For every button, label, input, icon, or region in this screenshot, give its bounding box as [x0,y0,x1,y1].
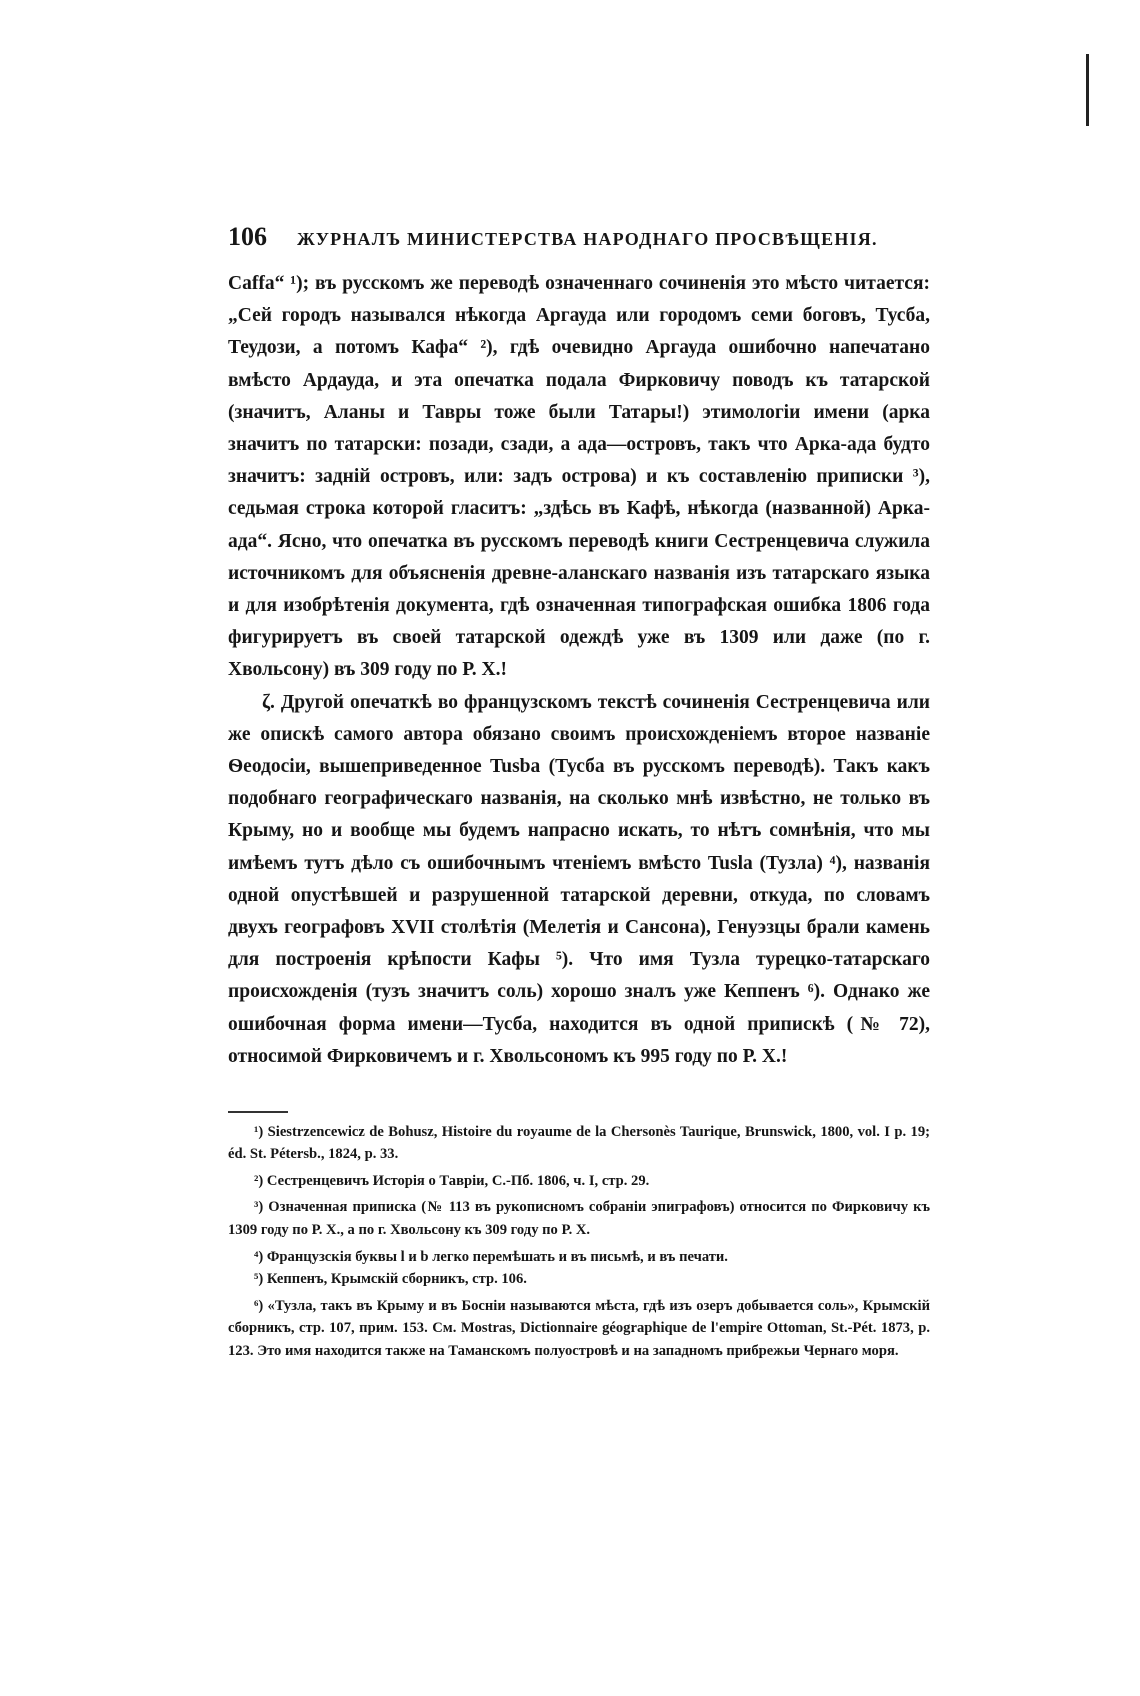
footnote-6: ⁶) «Тузла, такъ въ Крыму и въ Босніи называются мѣста, гдѣ изъ озеръ добывается соль», Крымскій сборникъ, стр. 107, прим. 153. См. Mostras, Dictionnaire géographique de l'empire Ottoman, St.-Pét. 1873, p. 123. Это имя находится также на Таманскомъ полуостровѣ и на западномъ прибрежьи Чернаго моря. [228,1297,930,1359]
paragraph-1: Caffa“ ¹); въ русскомъ же переводѣ означеннаго сочиненія это мѣсто читается: „Сей городъ назывался нѣкогда Аргауда или городомъ семи боговъ, Тусба, Теудози, а потомъ Кафа“ ²), гдѣ очевидно Аргауда ошибочно напечатано вмѣсто Ардауда, и эта опечатка подала Фирковичу поводъ къ татарской (значитъ, Аланы и Тавры тоже были Татары!) этимологіи имени (арка значитъ по татарски: позади, сзади, а ада—островъ, такъ что Арка-ада будто значитъ: задній островъ, или: задъ острова) и къ составленію приписки ³), седьмая строка которой гласитъ: „здѣсь въ Кафѣ, нѣкогда (названной) Арка-ада“. Ясно, что опечатка въ русскомъ переводѣ книги Сестренцевича служила источникомъ для объясненія древне-аланскаго названія изъ татарскаго языка и для изобрѣтенія документа, гдѣ означенная типографская ошибка 1806 года фигурируетъ въ своей татарской одеждѣ уже въ 1309 или даже (по г. Хвольсону) въ 309 году по Р. Х.! [228,273,930,681]
page-header [228,222,930,252]
page-number: 106 [228,222,267,251]
paragraph-2: ζ. Другой опечаткѣ во французскомъ текстѣ сочиненія Сестренцевича или же опискѣ самого автора обязано своимъ происхожденіемъ второе названіе Ѳеодосіи, вышеприведенное Tusba (Тусба въ русскомъ переводѣ). Такъ какъ подобнаго географическаго названія, на сколько мнѣ извѣстно, не только въ Крыму, но и вообще мы будемъ напрасно искать, то нѣтъ сомнѣнія, что мы имѣемъ тутъ дѣло съ ошибочнымъ чтеніемъ вмѣсто Tusla (Тузла) ⁴), названія одной опустѣвшей и разрушенной татарской деревни, откуда, по словамъ двухъ географовъ XVII столѣтія (Мелетія и Сансона), Генуэзцы брали камень для построенія крѣпости Кафы ⁵). Что имя Тузла турецко-татарскаго происхожденія (тузъ значитъ соль) хорошо зналъ уже Кеппенъ ⁶). Однако же ошибочная форма имени—Тусба, находится въ одной припискѣ (№ 72), относимой Фирковичемъ и г. Хвольсономъ къ 995 году по Р. Х.! [228,691,930,1067]
scan-edge-rule [1086,54,1089,126]
footnotes [228,1121,930,1363]
footnote-2: ²) Сестренцевичъ Исторія о Тавріи, С.-Пб. 1806, ч. I, стр. 29. [254,1172,650,1189]
main-text [228,268,930,1073]
book-page [228,222,930,1363]
footnote-5: ⁵) Кеппенъ, Крымскій сборникъ, стр. 106. [254,1271,527,1288]
footnote-divider [228,1111,288,1113]
footnote-4: ⁴) Французскія буквы l и b легко перемѣшать и въ письмѣ, и въ печати. [254,1248,728,1265]
running-title: ЖУРНАЛЪ МИНИСТЕРСТВА НАРОДНАГО ПРОСВѢЩЕНІЯ. [297,229,878,249]
footnote-3: ³) Означенная приписка (№ 113 въ рукописномъ собраніи эпиграфовъ) относится по Фирковичу къ 1309 году по Р. Х., а по г. Хвольсону къ 309 году по Р. Х. [228,1199,930,1238]
footnote-1: ¹) Siestrzencewicz de Bohusz, Histoire du royaume de la Chersonès Taurique, Brunswick, 1800, vol. I p. 19; éd. St. Pétersb., 1824, p. 33. [228,1123,930,1163]
